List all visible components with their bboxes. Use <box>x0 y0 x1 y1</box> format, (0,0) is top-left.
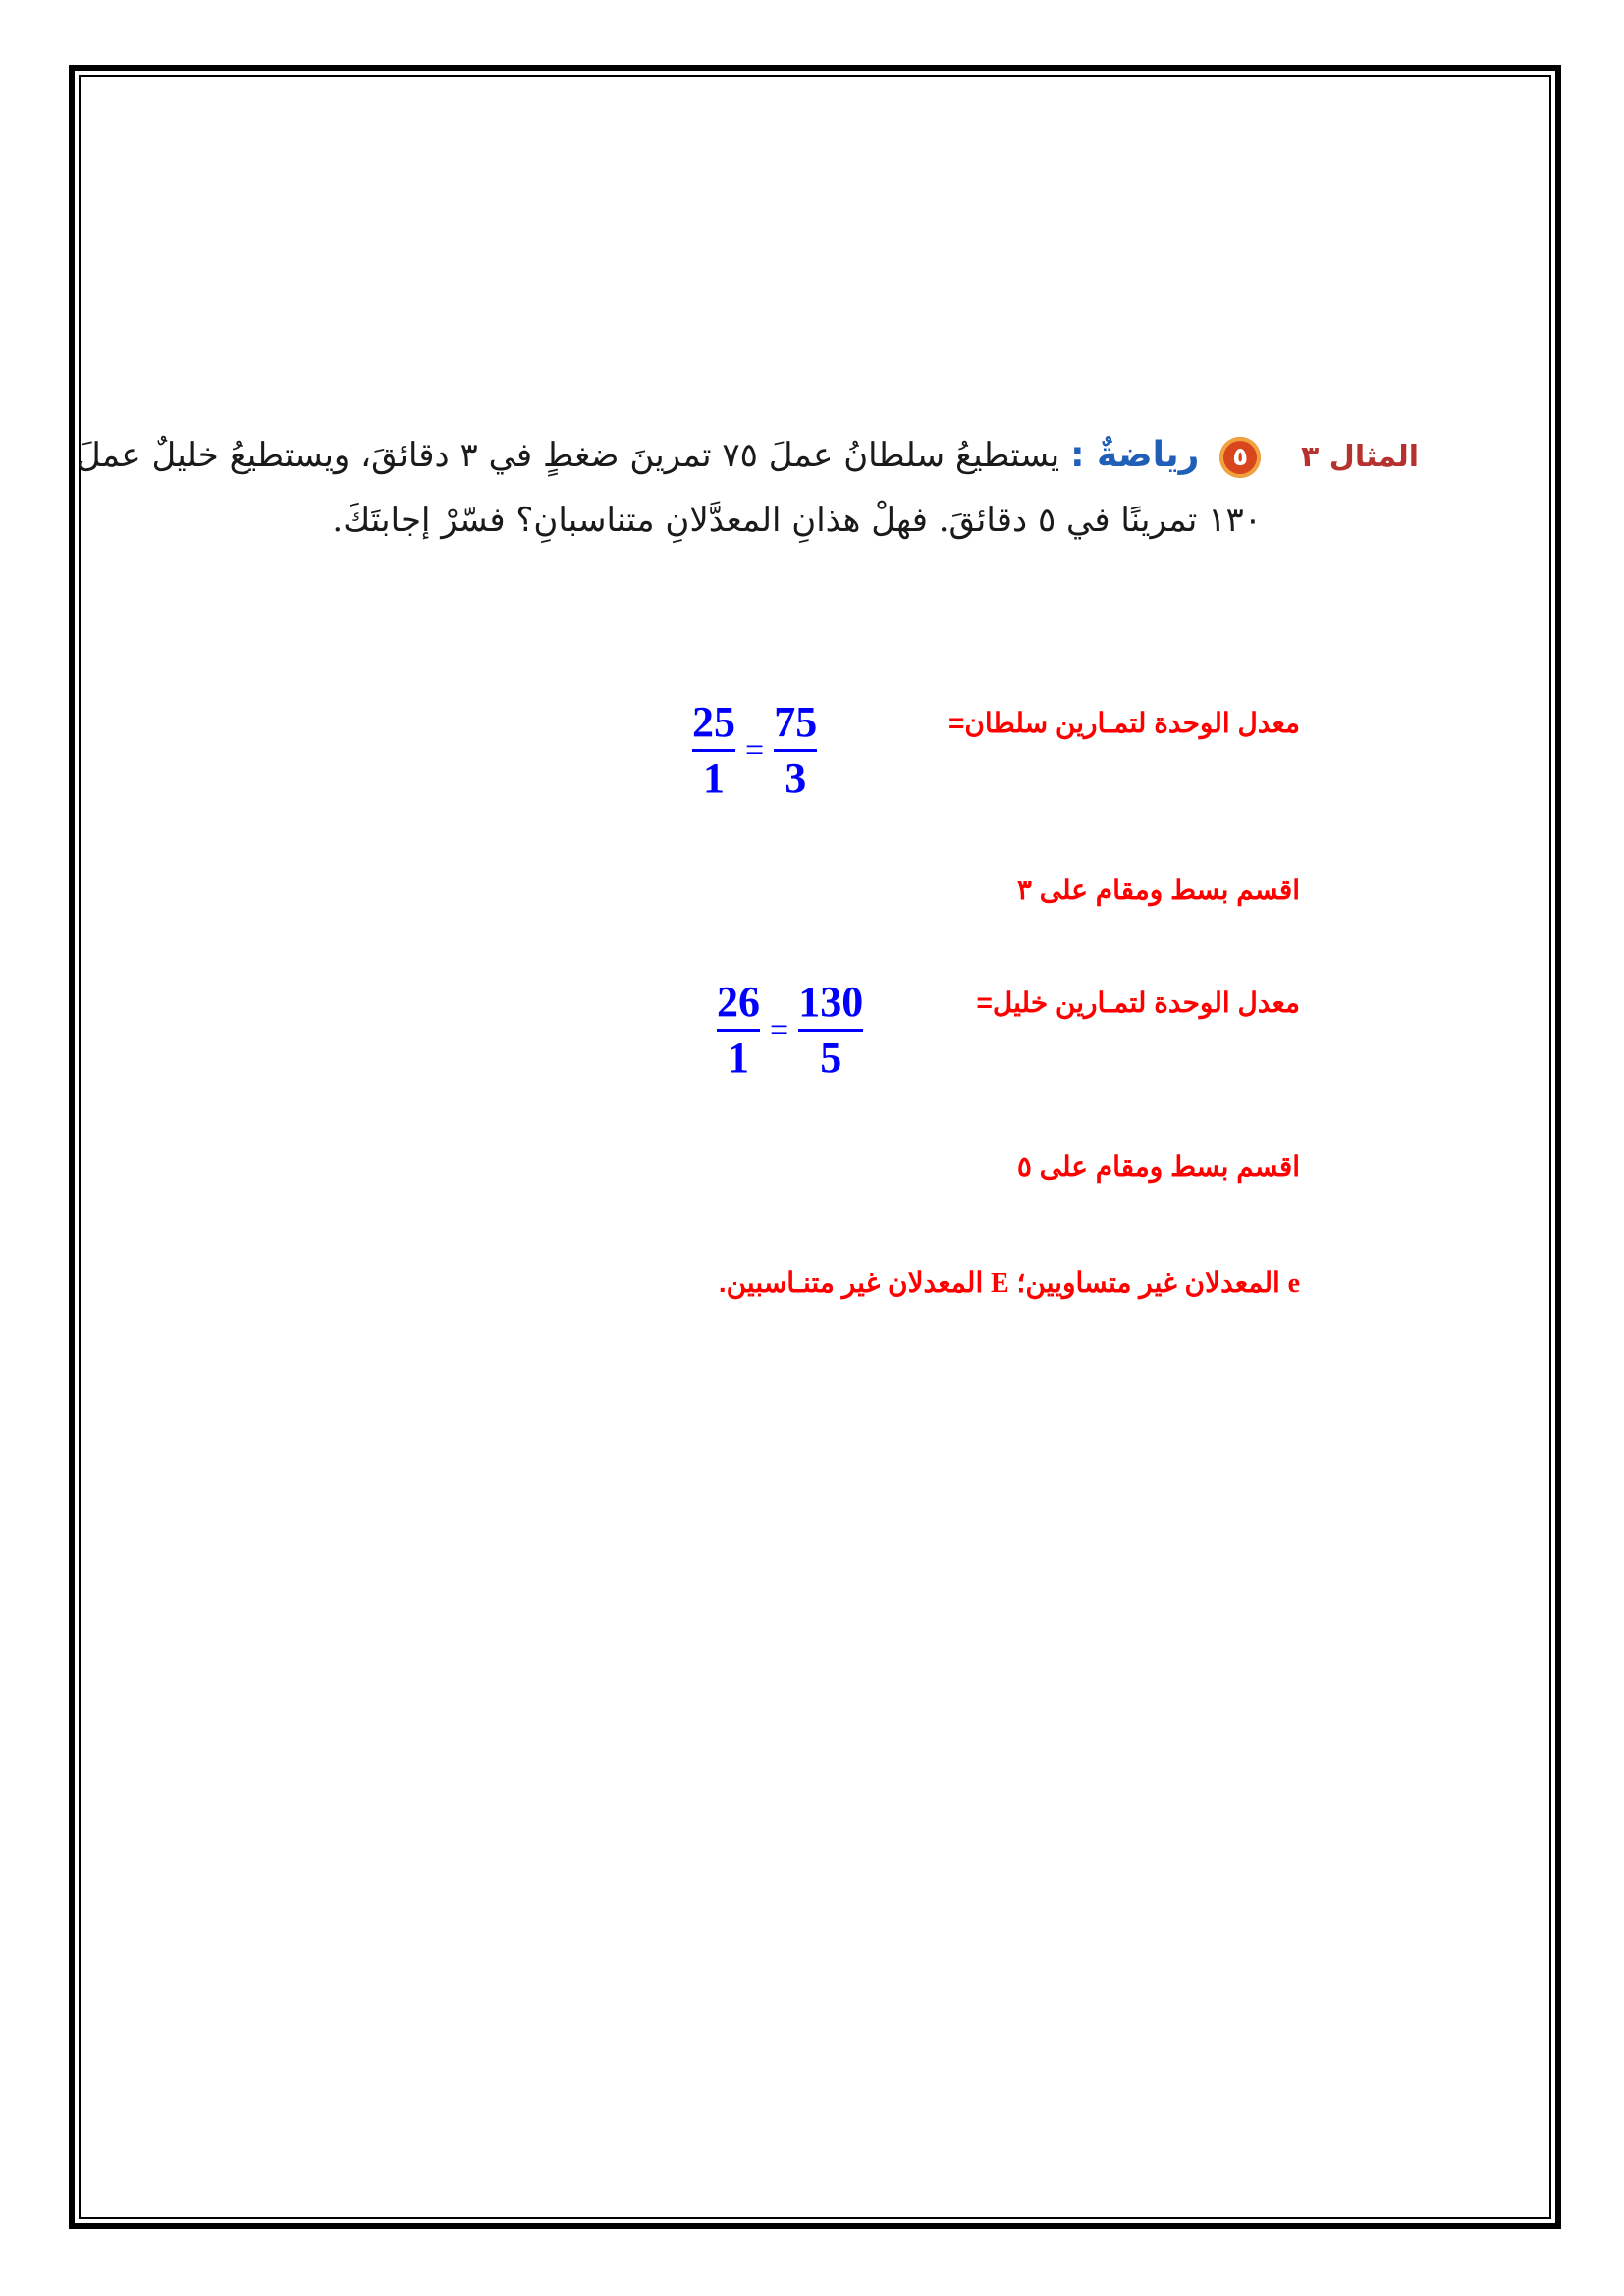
khalil-rate-math <box>717 979 863 1082</box>
denominator: 1 <box>703 754 725 802</box>
problem-statement <box>77 417 1419 604</box>
equals-sign: = <box>745 731 765 769</box>
denominator: 5 <box>820 1034 842 1082</box>
symbol-e-lower: e <box>1287 1268 1300 1299</box>
page-border-inner <box>79 75 1551 2219</box>
equals-sign: = <box>770 1011 789 1048</box>
problem-text-line-1: يستطيعُ سلطانُ عملَ ٧٥ تمرينَ ضغطٍ في ٣ دقائقَ، ويستطيعُ خليلٌ عملَ <box>77 436 1060 475</box>
problem-line-2 <box>332 501 1262 540</box>
conclusion-part-2: المعدلان غير متنـاسبين. <box>718 1267 984 1298</box>
solution-step-divide-5: اقسم بسط ومقام على ٥ <box>1016 1151 1300 1182</box>
sultan-rate-label: معدل الوحدة لتمـارين سلطان= <box>947 708 1300 738</box>
solution-line-khalil <box>977 987 1300 1019</box>
fraction-130-over-5 <box>798 979 863 1082</box>
example-label: المثال ٣ <box>1301 440 1419 474</box>
solution-step-divide-3: اقسم بسط ومقام على ٣ <box>1016 875 1300 905</box>
numerator: 25 <box>692 698 735 746</box>
numerator: 75 <box>774 698 818 746</box>
problem-topic: رياضةٌ : <box>1070 435 1200 475</box>
sultan-rate-math <box>692 699 817 802</box>
denominator: 1 <box>728 1034 749 1082</box>
fraction-25-over-1 <box>692 699 735 802</box>
conclusion-part-1: المعدلان غير متساويين؛ <box>1016 1267 1280 1298</box>
problem-line-1 <box>77 435 1419 478</box>
khalil-rate-label: معدل الوحدة لتمـارين خليل= <box>976 988 1300 1018</box>
solution-line-sultan <box>948 707 1300 739</box>
fraction-bar <box>774 749 817 752</box>
fraction-bar <box>692 749 735 752</box>
exercise-number-badge: ٥ <box>1219 437 1261 478</box>
denominator: 3 <box>785 754 807 802</box>
numerator: 26 <box>717 978 760 1026</box>
numerator: 130 <box>798 978 864 1026</box>
fraction-bar <box>717 1029 760 1032</box>
fraction-75-over-3 <box>774 699 817 802</box>
problem-text-line-2: ١٣٠ تمرينًا في ٥ دقائقَ. فهلْ هذانِ المعدَّلانِ متناسبانِ؟ فسّرْ إجابتَكَ. <box>332 501 1262 540</box>
symbol-E-upper: E <box>991 1268 1009 1299</box>
solution-conclusion <box>719 1266 1300 1300</box>
fraction-26-over-1 <box>717 979 760 1082</box>
fraction-bar <box>798 1029 863 1032</box>
